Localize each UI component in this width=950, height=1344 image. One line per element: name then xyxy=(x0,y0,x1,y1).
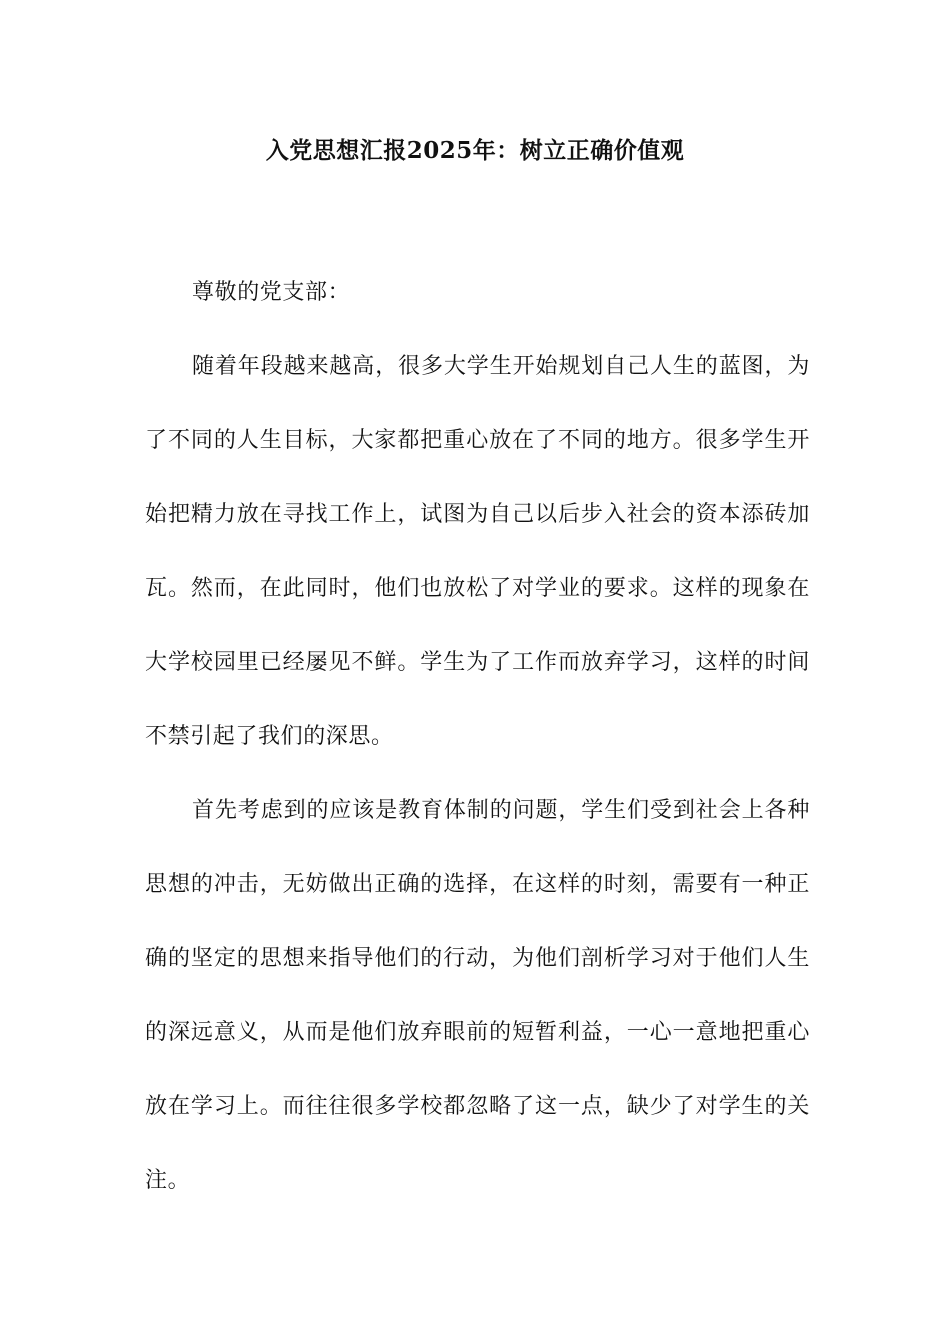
body-paragraph-1: 随着年段越来越高，很多大学生开始规划自己人生的蓝图，为了不同的人生目标，大家都把重心放在了不同的地方。很多学生开始把精力放在寻找工作上，试图为自己以后步入社会的资本添砖加瓦。然而，在此同时，他们也放松了对学业的要求。这样的现象在大学校园里已经屡见不鲜。学生为了工作而放弃学习，这样的时间不禁引起了我们的深思。 xyxy=(145,354,810,749)
salutation: 尊敬的党支部： xyxy=(192,280,351,305)
document-body xyxy=(145,256,810,1218)
document-title: 入党思想汇报2025年：树立正确价值观 xyxy=(265,137,685,164)
body-paragraph-2: 首先考虑到的应该是教育体制的问题，学生们受到社会上各种思想的冲击，无妨做出正确的选择，在这样的时刻，需要有一种正确的坚定的思想来指导他们的行动，为他们剖析学习对于他们人生的深远意义，从而是他们放弃眼前的短暂利益，一心一意地把重心放在学习上。而往往很多学校都忽略了这一点，缺少了对学生的关注。 xyxy=(145,798,810,1193)
